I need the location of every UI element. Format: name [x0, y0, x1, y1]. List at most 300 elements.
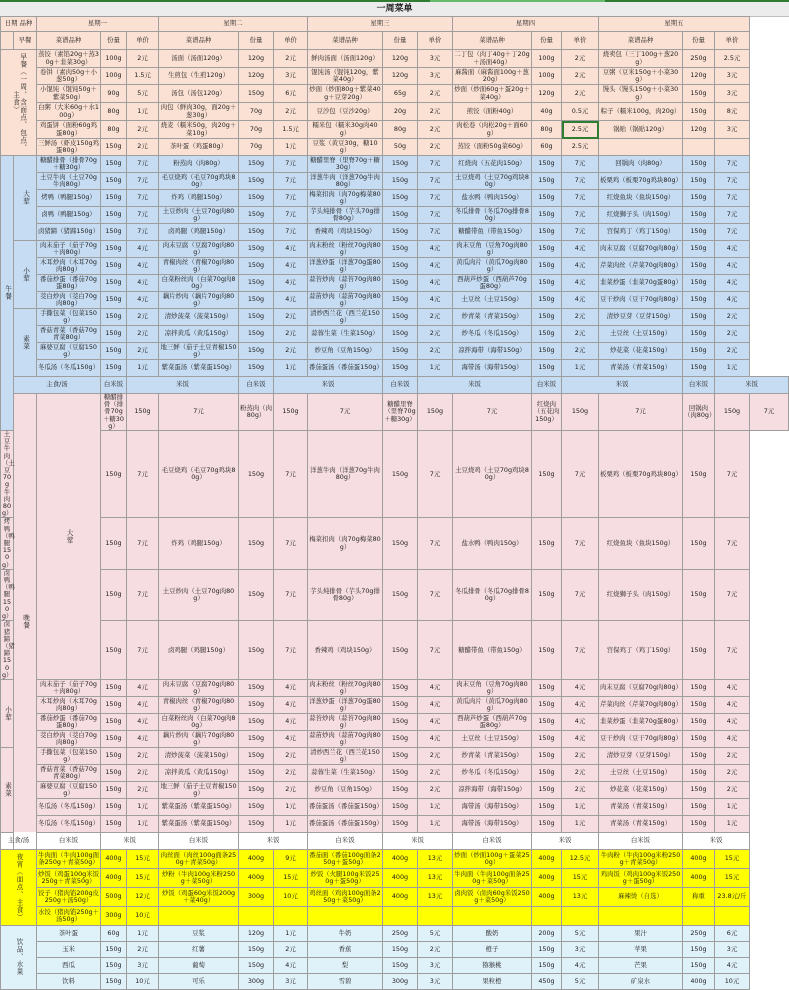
table-cell[interactable]: 猕猴桃 [453, 957, 532, 973]
table-cell[interactable]: 150g [239, 713, 274, 730]
table-cell[interactable]: 150g [532, 764, 562, 781]
table-cell[interactable]: 20g [383, 103, 418, 121]
table-cell[interactable]: 梨 [308, 957, 383, 973]
table-cell[interactable]: 400g [101, 868, 127, 887]
table-cell[interactable]: 麻婆豆腐（豆腐150g） [37, 343, 101, 360]
table-cell[interactable]: 2元 [562, 50, 599, 68]
table-cell[interactable]: 3元 [715, 121, 750, 139]
table-cell[interactable]: 2元 [127, 764, 159, 781]
row-group-label[interactable]: 大荤 [14, 156, 37, 241]
table-cell[interactable]: 2元 [127, 50, 159, 68]
table-cell[interactable]: 3元 [715, 85, 750, 103]
day-header-2[interactable]: 星期二 [159, 17, 308, 32]
table-cell[interactable]: 2元 [127, 139, 159, 156]
table-cell[interactable]: 西葫芦炒蛋（西葫芦70g蛋80g） [453, 713, 532, 730]
table-cell[interactable]: 木耳炒肉（木耳70g肉80g） [37, 258, 101, 275]
table-cell[interactable]: 150g [683, 679, 715, 696]
table-cell[interactable]: 500g [101, 887, 127, 906]
table-cell[interactable]: 7元 [127, 156, 159, 173]
table-cell[interactable]: 150g [101, 713, 127, 730]
table-cell[interactable]: 150g [532, 326, 562, 343]
table-cell[interactable]: 150g [239, 241, 274, 258]
table-cell[interactable]: 肉末豆角（豆角70g肉80g） [453, 679, 532, 696]
table-cell[interactable]: 150g [683, 431, 715, 518]
table-cell[interactable]: 7元 [418, 156, 453, 173]
table-cell[interactable]: 2.5元 [562, 139, 599, 156]
table-cell[interactable]: 4元 [562, 292, 599, 309]
table-cell[interactable]: 清炒豆芽（豆芽150g） [599, 309, 683, 326]
table-cell[interactable]: 2元 [274, 50, 308, 68]
row-group-label[interactable]: 主食/汤 [14, 377, 101, 394]
table-cell[interactable]: 7元 [127, 207, 159, 224]
table-cell[interactable]: 150g [683, 798, 715, 815]
table-cell[interactable]: 清炒菠菜（菠菜150g） [159, 309, 239, 326]
table-cell[interactable]: 80g [532, 121, 562, 139]
table-cell[interactable]: 肉包（鲜肉30g，面20g＋葱30g） [159, 103, 239, 121]
table-cell[interactable]: 100g [101, 50, 127, 68]
table-cell[interactable]: 1元 [715, 360, 750, 377]
table-cell[interactable]: 2元 [274, 941, 308, 957]
table-cell[interactable]: 400g [239, 849, 274, 868]
day-header-4[interactable]: 星期四 [453, 17, 599, 32]
table-cell[interactable]: 份量 [532, 32, 562, 50]
table-cell[interactable]: 4元 [274, 730, 308, 747]
table-cell[interactable]: 150g [101, 258, 127, 275]
table-cell[interactable] [715, 906, 750, 925]
table-cell[interactable]: 150g [532, 815, 562, 832]
table-cell[interactable]: 150g [532, 241, 562, 258]
table-cell[interactable]: 卤猪蹄（猪蹄150g） [37, 224, 101, 241]
table-cell[interactable]: 糖醋里脊（里脊70g＋糖30g） [383, 394, 418, 431]
table-cell[interactable]: 1元 [715, 798, 750, 815]
table-cell[interactable]: 80g [101, 103, 127, 121]
table-cell[interactable]: 糖醋里脊（里脊70g＋糖30g） [308, 156, 383, 173]
table-cell[interactable]: 4元 [127, 713, 159, 730]
row-group-label[interactable]: 午餐 [1, 156, 14, 431]
table-cell[interactable]: 土豆烧鸡（土豆70g鸡块80g） [453, 173, 532, 190]
table-cell[interactable]: 150g [383, 258, 418, 275]
table-cell[interactable]: 4元 [715, 696, 750, 713]
table-cell[interactable]: 4元 [274, 679, 308, 696]
table-cell[interactable]: 7元 [715, 207, 750, 224]
table-cell[interactable]: 豆浆 [159, 925, 239, 941]
table-cell[interactable]: 3元 [274, 68, 308, 85]
row-group-label[interactable]: 主食/汤 [1, 832, 37, 849]
table-cell[interactable]: 蒜苗炒肉（蒜苗70g肉80g） [309, 291, 381, 307]
table-cell[interactable]: 肉丝面（肉丝100g面条250g＋青菜50g） [159, 849, 239, 868]
table-cell[interactable]: 豆干炒肉（豆干70g肉80g） [599, 730, 683, 747]
table-cell[interactable]: 150g [383, 190, 418, 207]
table-cell[interactable]: 清炒菠菜（菠菜150g） [159, 747, 239, 764]
row-group-label[interactable]: 晚餐 [14, 394, 37, 850]
table-cell[interactable]: 15元 [715, 849, 750, 868]
table-cell[interactable]: 韭菜炒蛋（韭菜70g蛋80g） [599, 713, 683, 730]
table-cell[interactable]: 120g [383, 50, 418, 68]
table-cell[interactable]: 150g [239, 781, 274, 798]
table-cell[interactable]: 三鲜汤（虾皮150g鸡蛋80g） [38, 138, 99, 154]
table-cell[interactable]: 150g [274, 394, 308, 431]
table-cell[interactable]: 150g [383, 957, 418, 973]
table-cell[interactable]: 150g [239, 173, 274, 190]
table-cell[interactable]: 单价 [127, 32, 159, 50]
table-cell[interactable]: 梅菜扣肉（肉70g梅菜80g） [309, 189, 381, 205]
table-cell[interactable]: 7元 [274, 173, 308, 190]
table-cell[interactable]: 100g [532, 68, 562, 85]
table-cell[interactable]: 白米饭 [159, 832, 239, 849]
table-cell[interactable]: 150g [101, 747, 127, 764]
table-cell[interactable]: 牛肉面（牛肉100g面条250g＋菜50g） [453, 868, 532, 887]
table-cell[interactable]: 肉末豆腐（豆腐70g肉80g） [599, 679, 683, 696]
table-cell[interactable]: 150g [683, 173, 715, 190]
table-cell[interactable]: 2元 [715, 781, 750, 798]
table-cell[interactable]: 芋头炖排骨（芋头70g排骨80g） [308, 207, 383, 224]
table-cell[interactable]: 150g [101, 679, 127, 696]
table-cell[interactable]: 洋葱牛肉（洋葱70g牛肉80g） [308, 431, 383, 518]
table-cell[interactable]: 4元 [274, 275, 308, 292]
table-cell[interactable]: 150g [101, 973, 127, 989]
table-cell[interactable]: 150g [383, 518, 418, 569]
table-cell[interactable]: 7元 [274, 621, 308, 680]
table-cell[interactable]: 150g [532, 569, 562, 620]
table-cell[interactable]: 15元 [274, 868, 308, 887]
table-cell[interactable]: 卤肉饭（卤肉60g米饭250g＋菜50g） [453, 887, 532, 906]
table-cell[interactable]: 2元 [418, 103, 453, 121]
table-cell[interactable]: 土豆丝（土豆150g） [599, 764, 683, 781]
table-cell[interactable]: 70g [239, 139, 274, 156]
table-cell[interactable]: 肉末豆腐（豆腐70g肉80g） [159, 241, 239, 258]
table-cell[interactable]: 冬瓜汤（冬瓜150g） [37, 360, 101, 377]
table-cell[interactable]: 果汁 [599, 925, 683, 941]
table-cell[interactable]: 150g [532, 173, 562, 190]
table-cell[interactable]: 40g [532, 103, 562, 121]
table-cell[interactable]: 豆沙包（豆沙20g） [308, 103, 383, 121]
table-cell[interactable]: 150g [101, 292, 127, 309]
table-cell[interactable]: 板栗鸡（板栗70g鸡块80g） [599, 173, 683, 190]
table-cell[interactable]: 150g [532, 621, 562, 680]
table-cell[interactable]: 150g [239, 190, 274, 207]
table-cell[interactable]: 150g [683, 815, 715, 832]
table-cell[interactable]: 150g [383, 679, 418, 696]
table-cell[interactable]: 麻酱面（麻酱面100g＋葱20g） [453, 68, 532, 85]
table-cell[interactable]: 7元 [127, 224, 159, 241]
table-cell[interactable]: 4元 [562, 957, 599, 973]
table-cell[interactable]: 150g [101, 190, 127, 207]
table-cell[interactable] [562, 906, 599, 925]
table-cell[interactable]: 150g [383, 713, 418, 730]
table-cell[interactable]: 150g [101, 326, 127, 343]
table-cell[interactable]: 400g [101, 849, 127, 868]
table-cell[interactable]: 150g [101, 957, 127, 973]
table-cell[interactable]: 50g [383, 139, 418, 156]
table-cell[interactable]: 蒸饺（面粉50g菜60g） [453, 139, 532, 156]
table-cell[interactable]: 150g [683, 569, 715, 620]
table-cell[interactable]: 4元 [127, 258, 159, 275]
table-cell[interactable]: 4元 [715, 679, 750, 696]
table-cell[interactable]: 2元 [274, 781, 308, 798]
table-cell[interactable]: 4元 [562, 730, 599, 747]
table-cell[interactable]: 7元 [562, 431, 599, 518]
table-cell[interactable]: 4元 [418, 730, 453, 747]
table-cell[interactable]: 蒜蓉生菜（生菜150g） [308, 326, 383, 343]
table-cell[interactable]: 清炒豆芽（豆芽150g） [599, 747, 683, 764]
table-cell[interactable]: 宫保鸡丁（鸡丁150g） [599, 621, 683, 680]
table-cell[interactable]: 13元 [418, 868, 453, 887]
table-cell[interactable]: 150g [383, 241, 418, 258]
table-cell[interactable]: 150g [101, 696, 127, 713]
table-cell[interactable]: 4元 [274, 713, 308, 730]
table-cell[interactable]: 白米饭 [239, 377, 274, 394]
table-cell[interactable]: 单价 [715, 32, 750, 50]
table-cell[interactable]: 150g [101, 139, 127, 156]
table-cell[interactable]: 1元 [418, 798, 453, 815]
row-group-label[interactable]: 素菜 [14, 309, 37, 377]
table-cell[interactable]: 150g [101, 621, 127, 680]
table-cell[interactable]: 4元 [127, 730, 159, 747]
table-cell[interactable]: 香辣鸡（鸡块150g） [308, 224, 383, 241]
row-group-label[interactable]: 饮品、水果 [1, 925, 37, 989]
table-cell[interactable]: 2.5元 [562, 121, 599, 139]
table-cell[interactable] [1, 32, 14, 50]
row-group-label[interactable]: 米饭 [383, 832, 453, 849]
table-cell[interactable]: 盐水鸭（鸭肉150g） [453, 518, 532, 569]
table-cell[interactable]: 400g [532, 887, 562, 906]
table-cell[interactable]: 120g [239, 50, 274, 68]
table-cell[interactable]: 2元 [715, 764, 750, 781]
table-cell[interactable]: 黄瓜肉片（黄瓜70g肉80g） [453, 696, 532, 713]
table-cell[interactable]: 酸奶 [453, 925, 532, 941]
table-cell[interactable]: 0.5元 [562, 103, 599, 121]
table-cell[interactable]: 白米饭 [308, 832, 383, 849]
table-cell[interactable]: 青菜汤（青菜150g） [599, 815, 683, 832]
table-cell[interactable]: 10元 [127, 973, 159, 989]
table-cell[interactable]: 150g [383, 431, 418, 518]
table-cell[interactable]: 粉蒸肉（肉80g） [159, 156, 239, 173]
table-cell[interactable]: 白米饭 [37, 832, 101, 849]
table-cell[interactable]: 葡萄 [159, 957, 239, 973]
table-cell[interactable]: 7元 [562, 190, 599, 207]
table-cell[interactable]: 4元 [274, 258, 308, 275]
table-cell[interactable]: 炒青菜（青菜150g） [453, 747, 532, 764]
table-cell[interactable]: 150g [239, 156, 274, 173]
table-cell[interactable]: 300g [101, 906, 127, 925]
table-cell[interactable] [418, 906, 453, 925]
table-cell[interactable]: 7元 [127, 431, 159, 518]
table-cell[interactable]: 茭白炒肉（茭白70g肉80g） [37, 292, 101, 309]
table-cell[interactable]: 2元 [127, 121, 159, 139]
table-cell[interactable]: 150g [101, 941, 127, 957]
table-cell[interactable]: 牛奶 [308, 925, 383, 941]
table-cell[interactable]: 150g [101, 309, 127, 326]
table-cell[interactable]: 150g [239, 798, 274, 815]
table-cell[interactable]: 150g [383, 224, 418, 241]
table-cell[interactable]: 番茄蛋汤（番茄蛋150g） [308, 815, 383, 832]
table-cell[interactable]: 炒冬瓜（冬瓜150g） [453, 326, 532, 343]
table-cell[interactable] [308, 906, 383, 925]
table-cell[interactable]: 洋葱炒蛋（洋葱70g蛋80g） [309, 257, 381, 273]
table-cell[interactable]: 单价 [274, 32, 308, 50]
table-cell[interactable]: 15元 [127, 849, 159, 868]
table-cell[interactable]: 13元 [418, 849, 453, 868]
table-cell[interactable]: 150g [562, 394, 599, 431]
table-cell[interactable]: 2元 [127, 309, 159, 326]
table-cell[interactable]: 土豆丝（土豆150g） [599, 326, 683, 343]
table-cell[interactable]: 7元 [418, 207, 453, 224]
table-cell[interactable]: 150g [683, 156, 715, 173]
table-cell[interactable]: 150g [239, 518, 274, 569]
table-cell[interactable]: 7元 [562, 518, 599, 569]
table-cell[interactable]: 4元 [715, 241, 750, 258]
table-cell[interactable]: 红烧狮子头（肉150g） [599, 207, 683, 224]
table-cell[interactable] [599, 139, 683, 156]
table-cell[interactable]: 7元 [418, 431, 453, 518]
row-group-label[interactable]: 米饭 [562, 377, 683, 394]
table-cell[interactable]: 4元 [127, 241, 159, 258]
table-cell[interactable]: 肉末豆角（豆角70g肉80g） [453, 241, 532, 258]
table-cell[interactable]: 10元 [127, 906, 159, 925]
table-cell[interactable]: 宫保鸡丁（鸡丁150g） [599, 224, 683, 241]
table-cell[interactable]: 豆干炒肉（豆干70g肉80g） [599, 292, 683, 309]
table-cell[interactable]: 7元 [715, 224, 750, 241]
table-cell[interactable]: 2元 [274, 343, 308, 360]
table-cell[interactable]: 4元 [274, 241, 308, 258]
table-cell[interactable]: 土豆炒肉（土豆70g肉80g） [159, 569, 239, 620]
table-cell[interactable]: 1元 [127, 798, 159, 815]
table-cell[interactable]: 150g [532, 360, 562, 377]
table-cell[interactable]: 白粥（大米60g＋水100g） [38, 103, 99, 119]
table-cell[interactable]: 盐水鸭（鸭肉150g） [453, 190, 532, 207]
table-cell[interactable]: 150g [532, 747, 562, 764]
row-group-label[interactable]: 米饭 [715, 377, 789, 394]
table-cell[interactable]: 150g [383, 156, 418, 173]
table-cell[interactable]: 鲜肉汤面（汤面120g） [308, 50, 383, 68]
table-cell[interactable]: 100g [101, 68, 127, 85]
table-cell[interactable]: 400g [239, 868, 274, 887]
table-cell[interactable]: 3元 [418, 68, 453, 85]
table-cell[interactable]: 紫菜蛋汤（紫菜蛋150g） [159, 798, 239, 815]
table-cell[interactable]: 蒜苔炒肉（蒜苔70g肉80g） [309, 713, 381, 729]
table-cell[interactable]: 2元 [715, 326, 750, 343]
table-cell[interactable]: 冬瓜汤（冬瓜150g） [37, 815, 101, 832]
table-cell[interactable]: 白米饭 [453, 832, 532, 849]
table-cell[interactable]: 烧麦（糯米50g，肉20g＋菜10g） [159, 121, 239, 139]
table-cell[interactable]: 海带汤（海带150g） [453, 815, 532, 832]
table-cell[interactable]: 1元 [274, 139, 308, 156]
table-cell[interactable]: 肉末豆腐（豆腐70g肉80g） [159, 679, 239, 696]
table-cell[interactable]: 毛豆烧鸡（毛豆70g鸡块80g） [159, 431, 239, 518]
table-cell[interactable]: 150g [383, 309, 418, 326]
table-cell[interactable]: 7元 [562, 224, 599, 241]
table-cell[interactable]: 150g [683, 241, 715, 258]
table-cell[interactable]: 3元 [127, 957, 159, 973]
table-cell[interactable]: 白菜粉丝肉（白菜70g肉80g） [159, 275, 239, 292]
table-cell[interactable]: 土豆牛肉（土豆70g牛肉80g） [2, 430, 15, 518]
table-cell[interactable]: 香菇青菜（香菇70g青菜80g） [37, 326, 101, 343]
table-cell[interactable]: 炒饭（火腿100g米饭250g＋蛋50g） [308, 868, 383, 887]
table-cell[interactable]: 肉松卷（肉松20g＋面60g） [453, 121, 532, 139]
table-cell[interactable]: 烤鸭（鸭腿150g） [37, 190, 101, 207]
table-cell[interactable]: 23.8元/斤 [715, 887, 750, 906]
table-cell[interactable]: 150g [532, 190, 562, 207]
table-cell[interactable]: 150g [683, 621, 715, 680]
table-cell[interactable]: 木耳炒肉（木耳70g肉80g） [37, 696, 101, 713]
table-cell[interactable]: 糖醋排骨（排骨70g＋糖30g） [101, 394, 127, 431]
table-cell[interactable]: 6元 [274, 85, 308, 103]
table-cell[interactable]: 150g [683, 190, 715, 207]
table-cell[interactable]: 菜谱品种 [37, 32, 101, 50]
table-cell[interactable]: 毛豆烧鸡（毛豆70g鸡块80g） [159, 173, 239, 190]
table-cell[interactable]: 红烧肉（五花肉150g） [532, 394, 562, 431]
table-cell[interactable]: 白米饭 [532, 377, 562, 394]
table-cell[interactable]: 卷饼（素肉50g＋小葱50g） [37, 68, 101, 85]
table-cell[interactable]: 凉拌海带（海带150g） [453, 781, 532, 798]
table-cell[interactable]: 香菇青菜（香菇70g青菜80g） [37, 764, 101, 781]
table-cell[interactable]: 肉末粉丝（粉丝70g肉80g） [309, 679, 381, 695]
table-cell[interactable]: 2元 [418, 781, 453, 798]
table-cell[interactable]: 炒面（炒面100g＋蛋菜250g） [453, 849, 532, 868]
table-cell[interactable]: 7元 [127, 190, 159, 207]
table-cell[interactable]: 香蕉 [308, 941, 383, 957]
table-cell[interactable]: 份量 [101, 32, 127, 50]
table-cell[interactable]: 150g [683, 713, 715, 730]
table-cell[interactable]: 150g [101, 224, 127, 241]
table-cell[interactable]: 4元 [418, 713, 453, 730]
table-cell[interactable]: 3元 [562, 941, 599, 957]
table-cell[interactable]: 7元 [715, 431, 750, 518]
table-cell[interactable]: 400g [383, 868, 418, 887]
table-cell[interactable]: 4元 [715, 292, 750, 309]
row-group-label[interactable]: 米饭 [532, 832, 599, 849]
table-cell[interactable]: 凉拌黄瓜（黄瓜150g） [159, 764, 239, 781]
row-group-label[interactable]: 大荤 [37, 394, 101, 680]
table-cell[interactable]: 7元 [418, 173, 453, 190]
table-cell[interactable]: 150g [683, 696, 715, 713]
table-cell[interactable]: 炸鸡（鸡腿150g） [159, 518, 239, 569]
table-cell[interactable]: 炸鸡（鸡腿150g） [159, 190, 239, 207]
table-cell[interactable]: 7元 [418, 190, 453, 207]
table-cell[interactable]: 炒饭（鸡蛋100g米饭250g＋青菜50g） [37, 868, 101, 887]
table-cell[interactable]: 4元 [127, 292, 159, 309]
table-cell[interactable]: 份量 [383, 32, 418, 50]
table-cell[interactable]: 青椒肉丝（青椒70g肉80g） [159, 696, 239, 713]
table-cell[interactable]: 7元 [750, 394, 789, 431]
table-cell[interactable]: 7元 [274, 156, 308, 173]
table-cell[interactable]: 豆粥（豆米150g＋小菜30g） [599, 68, 683, 85]
table-cell[interactable]: 1元 [127, 103, 159, 121]
table-cell[interactable]: 4元 [274, 957, 308, 973]
table-cell[interactable]: 150g [239, 957, 274, 973]
table-cell[interactable]: 7元 [562, 156, 599, 173]
table-cell[interactable]: 2元 [274, 747, 308, 764]
table-cell[interactable]: 90g [101, 85, 127, 103]
table-cell[interactable]: 7元 [562, 621, 599, 680]
table-cell[interactable]: 150g [532, 224, 562, 241]
table-cell[interactable]: 可乐 [159, 973, 239, 989]
table-cell[interactable]: 菜谱品种 [599, 32, 683, 50]
table-cell[interactable]: 炒豆角（豆角150g） [308, 343, 383, 360]
table-cell[interactable]: 150g [532, 207, 562, 224]
table-cell[interactable]: 200g [532, 925, 562, 941]
table-cell[interactable]: 300g [383, 973, 418, 989]
table-cell[interactable]: 150g [532, 941, 562, 957]
table-cell[interactable]: 锅贴（锅贴120g） [599, 121, 683, 139]
table-cell[interactable]: 150g [532, 679, 562, 696]
table-cell[interactable]: 茶叶蛋 [37, 925, 101, 941]
table-cell[interactable]: 7元 [127, 621, 159, 680]
table-cell[interactable]: 150g [683, 360, 715, 377]
table-cell[interactable]: 400g [383, 887, 418, 906]
table-cell[interactable]: 地三鲜（茄子土豆青椒150g） [160, 342, 237, 358]
table-cell[interactable]: 炒豆角（豆角150g） [308, 781, 383, 798]
